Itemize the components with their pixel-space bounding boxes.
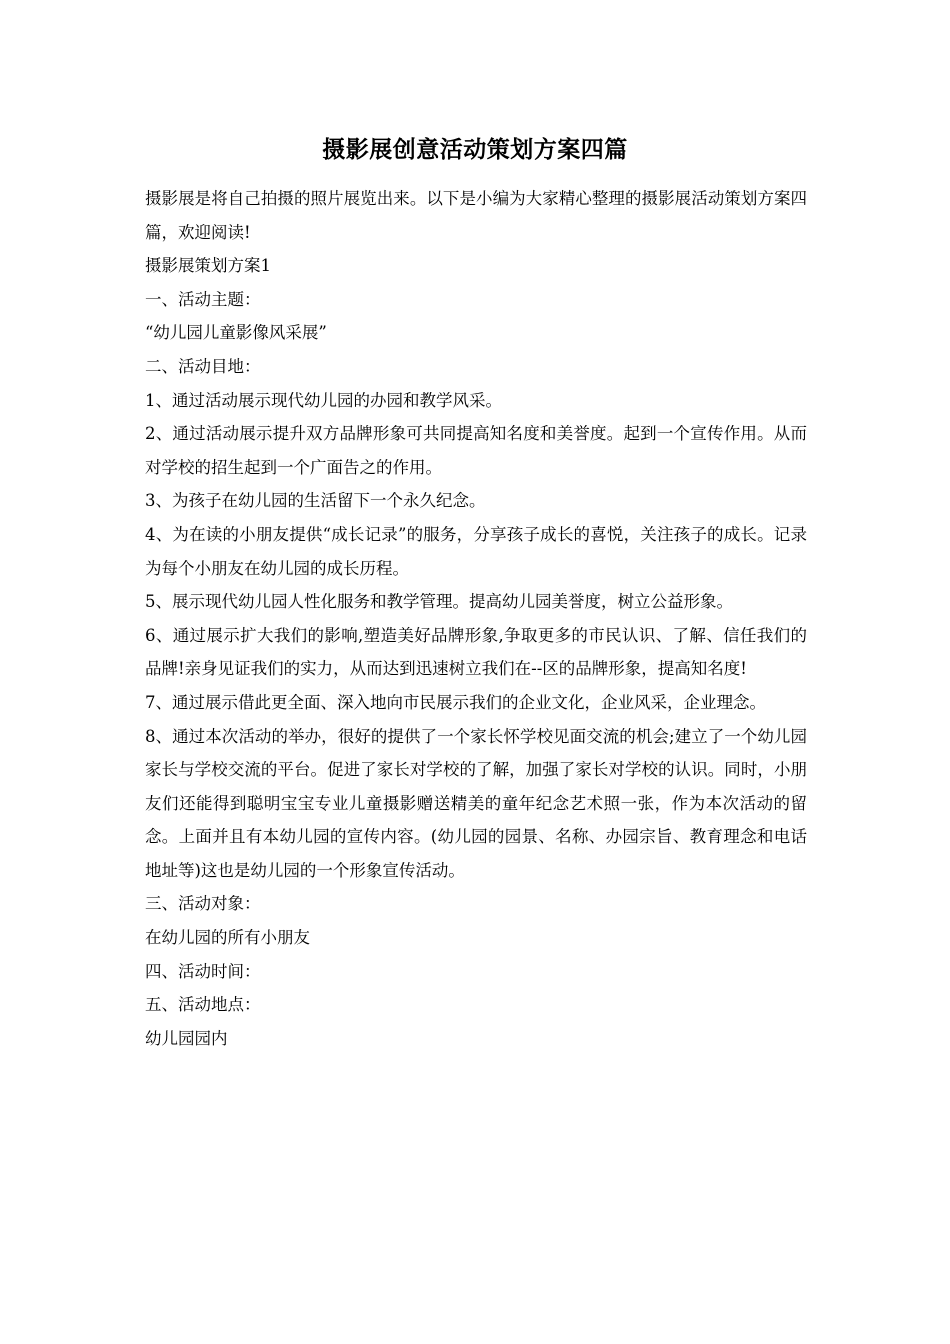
paragraph-purpose-1: 1、通过活动展示现代幼儿园的办园和教学风采。: [145, 390, 502, 410]
paragraph-purpose-8: 8、通过本次活动的举办，很好的提供了一个家长怀学校见面交流的机会;建立了一个幼儿园家长与学校交流的平台。促进了家长对学校的了解，加强了家长对学校的认识。同时，小朋友们还能得到聪明宝宝专业儿童摄影赠送精美的童年纪念艺术照一张，作为本次活动的留念。上面并且有本幼儿园的宣传内容。(幼儿园的园景、名称、办园宗旨、教育理念和电话地址等)这也是幼儿园的一个形象宣传活动。: [145, 726, 807, 880]
paragraph-theme: “幼儿园儿童影像风采展”: [145, 323, 327, 343]
paragraph-purpose-5: 5、展示现代幼儿园人性化服务和教学管理。提高幼儿园美誉度，树立公益形象。: [145, 592, 733, 612]
paragraph-section-heading: 摄影展策划方案1: [145, 256, 271, 276]
paragraph-purpose-7: 7、通过展示借此更全面、深入地向市民展示我们的企业文化，企业风采，企业理念。: [145, 692, 766, 712]
paragraph-theme-heading: 一、活动主题：: [145, 289, 261, 309]
paragraph-target-heading: 三、活动对象：: [145, 894, 261, 914]
paragraph-purpose-heading: 二、活动目地：: [145, 356, 261, 376]
paragraph-target: 在幼儿园的所有小朋友: [145, 928, 310, 948]
document-body: [145, 182, 807, 1055]
paragraph-intro: 摄影展是将自己拍摄的照片展览出来。以下是小编为大家精心整理的摄影展活动策划方案四篇，欢迎阅读!: [145, 189, 807, 242]
paragraph-purpose-2: 2、通过活动展示提升双方品牌形象可共同提高知名度和美誉度。起到一个宣传作用。从而对学校的招生起到一个广面告之的作用。: [145, 424, 807, 477]
paragraph-location-heading: 五、活动地点：: [145, 995, 261, 1015]
paragraph-purpose-4: 4、为在读的小朋友提供“成长记录”的服务，分享孩子成长的喜悦，关注孩子的成长。记录为每个小朋友在幼儿园的成长历程。: [145, 524, 807, 578]
paragraph-location: 幼儿园园内: [145, 1028, 228, 1048]
document-title: 摄影展创意活动策划方案四篇: [322, 136, 628, 163]
paragraph-time-heading: 四、活动时间：: [145, 961, 261, 981]
paragraph-purpose-6: 6、通过展示扩大我们的影响,塑造美好品牌形象,争取更多的市民认识、了解、信任我们的品牌!亲身见证我们的实力，从而达到迅速树立我们在--区的品牌形象，提高知名度!: [145, 625, 807, 679]
paragraph-purpose-3: 3、为孩子在幼儿园的生活留下一个永久纪念。: [145, 491, 486, 511]
